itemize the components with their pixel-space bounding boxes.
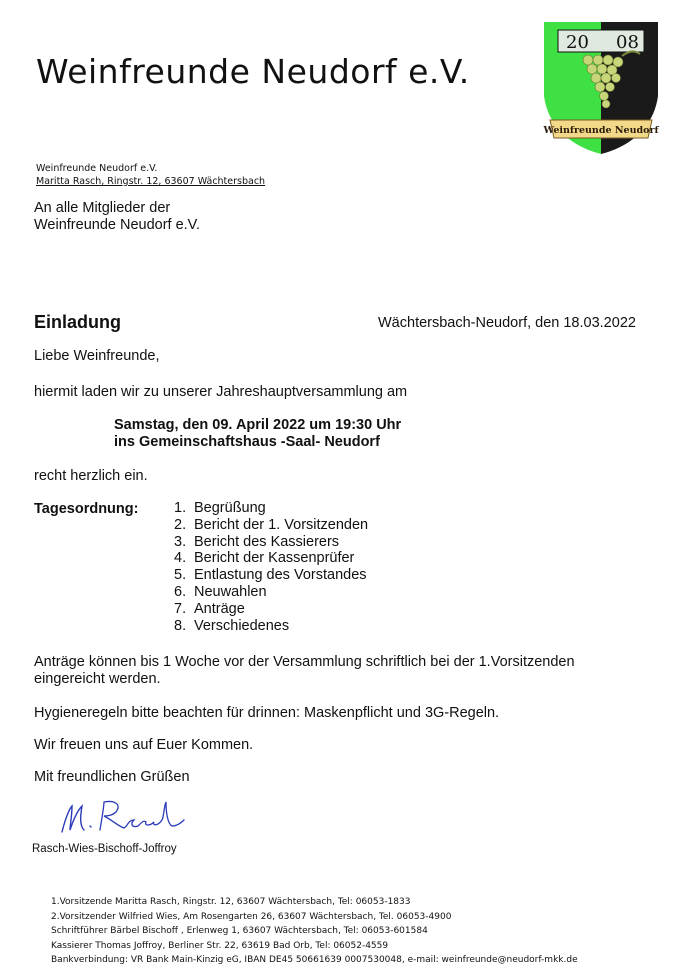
footer-line: Schriftführer Bärbel Bischoff , Erlenweg 1, 63607 Wächtersbach, Tel: 06053-601584 [51, 926, 428, 936]
crest-year-left: 20 [566, 32, 589, 53]
signer-names: Rasch-Wies-Bischoff-Joffroy [32, 843, 177, 855]
sender-name: Weinfreunde Neudorf e.V. [36, 163, 158, 174]
handwritten-signature [58, 796, 188, 838]
agenda-item-number: 4. [174, 550, 187, 567]
crest-banner-text: Weinfreunde Neudorf [543, 125, 659, 136]
event-location: ins Gemeinschaftshaus -Saal- Neudorf [114, 434, 380, 450]
agenda-item [174, 550, 368, 567]
agenda-item-number: 3. [174, 533, 187, 550]
place-and-date: Wächtersbach-Neudorf, den 18.03.2022 [378, 315, 636, 331]
sender-return-address: Maritta Rasch, Ringstr. 12, 63607 Wächtersbach [36, 176, 266, 187]
agenda-item-number: 2. [174, 516, 187, 533]
letter-heading: Einladung [34, 312, 121, 332]
organization-title: Weinfreunde Neudorf e.V. [36, 52, 470, 91]
salutation: Liebe Weinfreunde, [34, 348, 160, 364]
greeting: Mit freundlichen Grüßen [34, 769, 190, 785]
agenda-item-text: Neuwahlen [194, 583, 267, 600]
agenda-label: Tagesordnung: [34, 501, 139, 517]
footer-line: Kassierer Thomas Joffroy, Berliner Str. 22, 63619 Bad Orb, Tel: 06052-4559 [51, 940, 389, 951]
agenda-item-text: Bericht des Kassierers [194, 533, 340, 550]
intro-text: hiermit laden wir zu unserer Jahreshauptversammlung am [34, 384, 408, 400]
agenda-item [174, 534, 368, 551]
footer-line: 2.Vorsitzender Wilfried Wies, Am Rosengarten 26, 63607 Wächtersbach, Tel. 06053-4900 [51, 911, 452, 922]
agenda-item-text: Bericht der 1. Vorsitzenden [194, 516, 369, 533]
agenda-item-number: 8. [174, 617, 187, 634]
agenda-item [174, 500, 368, 517]
club-crest-logo [540, 16, 662, 156]
agenda-item [174, 517, 368, 534]
footer-line: Bankverbindung: VR Bank Main-Kinzig eG, IBAN DE45 50661639 0007530048, e-mail: weinfreunde@neudorf-mkk.de [51, 955, 578, 965]
agenda-item [174, 601, 368, 618]
agenda-item-number: 6. [174, 583, 187, 600]
footer-line: 1.Vorsitzende Maritta Rasch, Ringstr. 12, 63607 Wächtersbach, Tel: 06053-1833 [51, 897, 411, 907]
agenda-item [174, 618, 368, 635]
agenda-item-number: 7. [174, 600, 187, 617]
agenda-item-text: Verschiedenes [194, 617, 290, 634]
motions-line-2: eingereicht werden. [34, 671, 161, 687]
crest-year-right: 08 [616, 32, 639, 53]
motions-text [34, 654, 575, 688]
agenda-item [174, 567, 368, 584]
recipient-line-1: An alle Mitglieder der [34, 200, 171, 216]
recipient-block [34, 200, 200, 234]
footer-contact-info [51, 895, 578, 968]
hygiene-notice: Hygieneregeln bitte beachten für drinnen: Maskenpflicht und 3G-Regeln. [34, 705, 500, 721]
agenda-item-text: Entlastung des Vorstandes [194, 567, 367, 584]
recipient-line-2: Weinfreunde Neudorf e.V. [34, 217, 201, 233]
agenda-item-number: 1. [174, 500, 187, 516]
agenda-item [174, 584, 368, 601]
agenda-item-number: 5. [174, 567, 187, 584]
closing-wish: Wir freuen uns auf Euer Kommen. [34, 737, 254, 753]
invite-closing-text: recht herzlich ein. [34, 468, 148, 484]
event-details [114, 417, 401, 451]
agenda-item-text: Bericht der Kassenprüfer [194, 550, 355, 567]
sender-address [36, 162, 265, 188]
agenda-item-text: Anträge [194, 600, 245, 617]
agenda-item-text: Begrüßung [194, 500, 266, 516]
agenda-list [174, 500, 368, 634]
event-date-time: Samstag, den 09. April 2022 um 19:30 Uhr [114, 417, 402, 433]
motions-line-1: Anträge können bis 1 Woche vor der Versammlung schriftlich bei der 1.Vorsitzenden [34, 654, 575, 670]
